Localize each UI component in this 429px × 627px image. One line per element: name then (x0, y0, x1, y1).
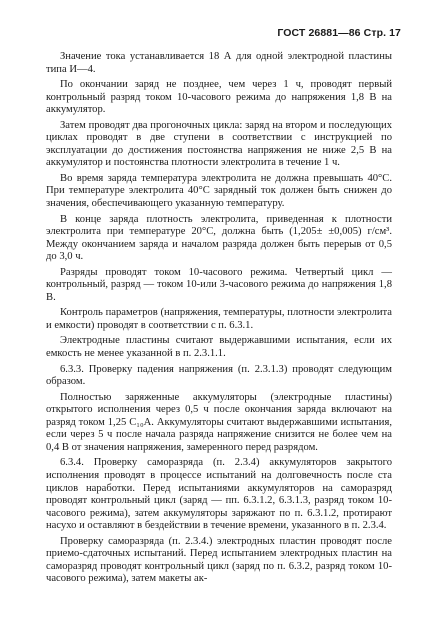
paragraph: Контроль параметров (напряжения, температуры, плотности электролита и емкости) проводят в соответствии с п. 6.3.1. (46, 307, 392, 331)
paragraph: 6.3.4. Проверку саморазряда (п. 2.3.4) аккумуляторов закрытого исполнения проводят в процессе испытаний на долговечность после ста циклов наработки. Перед испытаниями аккумуляторов на саморазряд проводят контрольный цикл (заряд — пп. 6.3.1.2, 6.3.1.3, разряд током 10-часового режима), затем аккумуляторы заряжают по п. 6.3.1.2, протирают насухо и оставляют в бездействии в течение времени, указанного в п. 2.3.4. (46, 457, 392, 532)
paragraph: Во время заряда температура электролита не должна превышать 40°С. При температуре электролита 40°С зарядный ток должен быть снижен до значения, обеспечивающего указанную температуру. (46, 172, 392, 210)
paragraph: Проверку саморазряда (п. 2.3.4.) электродных пластин проводят после приемо-сдаточных испытаний. Перед испытанием электродных пластин на саморазряд проводят контрольный цикл (заряд по п. 6.3.2, разряд током 10-часового режима), затем макеты ак- (46, 535, 392, 585)
paragraph: 6.3.3. Проверку падения напряжения (п. 2.3.1.3) проводят следующим образом. (46, 363, 392, 388)
page-header: ГОСТ 26881—86 Стр. 17 (277, 27, 401, 39)
paragraph: Полностью заряженные аккумуляторы (электродные пластины) открытого исполнения через 0,5 ч после окончания заряда включают на разряд током 1,25 С₁₀А. Аккумуляторы считают выдержавшими испытания, если через 5 ч после начала разряда напряжение снизится не более чем на 0,4 В от значения напряжения, замеренного перед разрядом. (46, 391, 392, 453)
paragraph: В конце заряда плотность электролита, приведенная к плотности электролита при температуре 20°С, должна быть (1,205± ±0,005) г/см³. Между окончанием заряда и началом разряда должен быть перерыв от 0,5 до 3,0 ч. (46, 213, 392, 263)
paragraph: Затем проводят два прогоночных цикла: заряд на втором и последующих циклах проводят в две ступени в соответствии с инструкцией по эксплуатации до достижения постоянства напряжения не ниже 2,5 В на аккумулятор и постоянства плотности электролита в течение 1 ч. (46, 119, 392, 169)
paragraph: Разряды проводят током 10-часового режима. Четвертый цикл — контрольный, разряд — током 10-или 3-часового режима до напряжения 1,8 В. (46, 266, 392, 303)
paragraph: Электродные пластины считают выдержавшими испытания, если их емкость не менее указанной в п. 2.3.1.1. (46, 335, 392, 360)
body-text (46, 51, 392, 589)
paragraph: Значение тока устанавливается 18 А для одной электродной пластины типа И—4. (46, 51, 392, 75)
paragraph: По окончании заряд не позднее, чем через 1 ч, проводят первый контрольный разряд током 10-часового режима до напряжения 1,8 В на аккумулятор. (46, 79, 392, 116)
